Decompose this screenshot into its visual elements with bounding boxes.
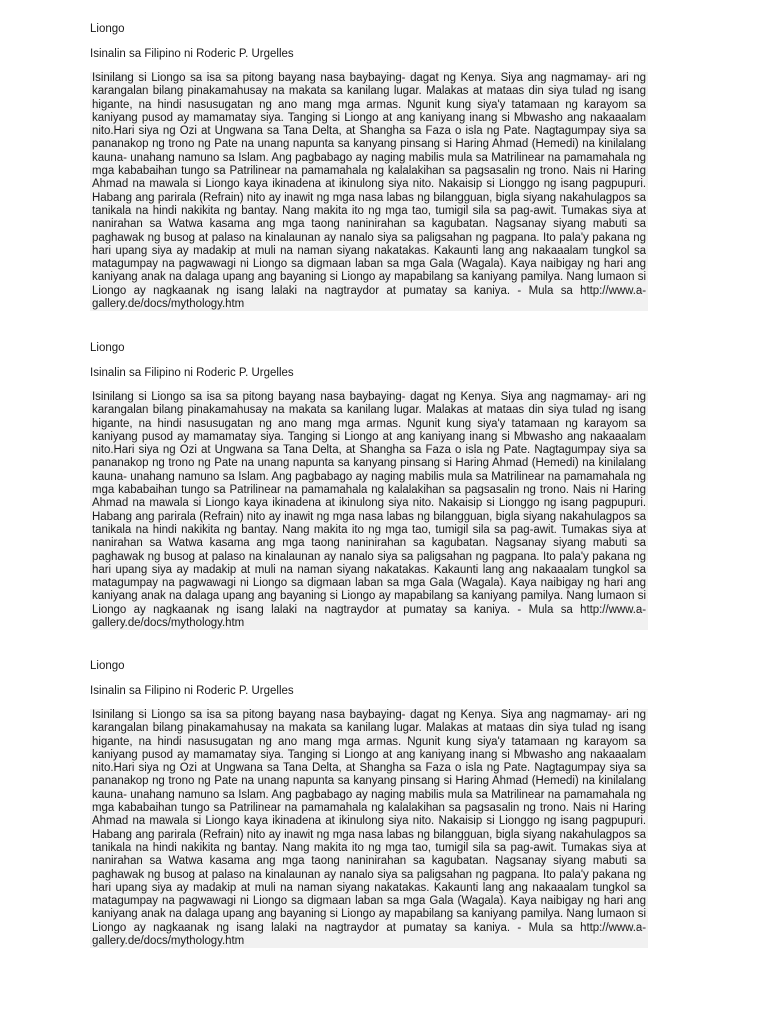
translator-credit: Isinalin sa Filipino ni Roderic P. Urgelles <box>90 685 294 697</box>
story-title: Liongo <box>90 23 125 35</box>
translator-credit: Isinalin sa Filipino ni Roderic P. Urgelles <box>90 48 294 60</box>
story-title: Liongo <box>90 342 125 354</box>
story-body: Isinilang si Liongo sa isa sa pitong bayang nasa baybaying- dagat ng Kenya. Siya ang nagmamay- ari ng karangalan bilang pinakamahusay na makata sa kanilang lugar. Malakas at mataas din siya tulad ng isang higante, na hindi nasusugatan ng ano mang mga armas. Ngunit kung siya'y tatamaan ng karayom sa kaniyang pusod ay mamamatay siya. Tanging si Liongo at ang kaniyang inang si Mbwasho ang nakaaalam nito.Hari siya ng Ozi at Ungwana sa Tana Delta, at Shangha sa Faza o isla ng Pate. Nagtagumpay siya sa pananakop ng trono ng Pate na unang napunta sa kanyang pinsang si Haring Ahmad (Hemedi) na kinilalang kauna- unahang namuno sa Islam. Ang pagbabago ay naging mabilis mula sa Matrilinear na pamamahala ng mga kababaihan tungo sa Patrilinear na pamamahala ng kalalakihan sa pagsasalin ng trono. Nais ni Haring Ahmad na mawala si Liongo kaya ikinadena at ikinulong siya nito. Nakaisip si Lionggo ng isang pagpupuri. Habang ang parirala (Refrain) nito ay inawit ng mga nasa labas ng bilangguan, bigla siyang nakahulagpos sa tanikala na hindi nakikita ng bantay. Nang makita ito ng mga tao, tumigil sila sa pag-awit. Tumakas siya at nanirahan sa Watwa kasama ang mga taong naninirahan sa kagubatan. Nagsanay siyang mabuti sa paghawak ng busog at palaso na kinalaunan ay nanalo siya sa paligsahan ng pagpana. Ito pala'y pakana ng hari upang siya ay madakip at muli na naman siyang nakatakas. Kakaunti lang ang nakaaalam tungkol sa matagumpay na pagwawagi ni Liongo sa digmaan laban sa mga Gala (Wagala). Kaya naibigay ng hari ang kaniyang anak na dalaga upang ang bayaning si Liongo ay mapabilang sa kaniyang pamilya. Nang lumaon si Liongo ay nagkaanak ng isang lalaki na nagtraydor at pumatay sa kaniya. - Mula sa http://www.a-gallery.de/docs/mythology.htm <box>92 391 646 630</box>
story-body: Isinilang si Liongo sa isa sa pitong bayang nasa baybaying- dagat ng Kenya. Siya ang nagmamay- ari ng karangalan bilang pinakamahusay na makata sa kanilang lugar. Malakas at mataas din siya tulad ng isang higante, na hindi nasusugatan ng ano mang mga armas. Ngunit kung siya'y tatamaan ng karayom sa kaniyang pusod ay mamamatay siya. Tanging si Liongo at ang kaniyang inang si Mbwasho ang nakaaalam nito.Hari siya ng Ozi at Ungwana sa Tana Delta, at Shangha sa Faza o isla ng Pate. Nagtagumpay siya sa pananakop ng trono ng Pate na unang napunta sa kanyang pinsang si Haring Ahmad (Hemedi) na kinilalang kauna- unahang namuno sa Islam. Ang pagbabago ay naging mabilis mula sa Matrilinear na pamamahala ng mga kababaihan tungo sa Patrilinear na pamamahala ng kalalakihan sa pagsasalin ng trono. Nais ni Haring Ahmad na mawala si Liongo kaya ikinadena at ikinulong siya nito. Nakaisip si Lionggo ng isang pagpupuri. Habang ang parirala (Refrain) nito ay inawit ng mga nasa labas ng bilangguan, bigla siyang nakahulagpos sa tanikala na hindi nakikita ng bantay. Nang makita ito ng mga tao, tumigil sila sa pag-awit. Tumakas siya at nanirahan sa Watwa kasama ang mga taong naninirahan sa kagubatan. Nagsanay siyang mabuti sa paghawak ng busog at palaso na kinalaunan ay nanalo siya sa paligsahan ng pagpana. Ito pala'y pakana ng hari upang siya ay madakip at muli na naman siyang nakatakas. Kakaunti lang ang nakaaalam tungkol sa matagumpay na pagwawagi ni Liongo sa digmaan laban sa mga Gala (Wagala). Kaya naibigay ng hari ang kaniyang anak na dalaga upang ang bayaning si Liongo ay mapabilang sa kaniyang pamilya. Nang lumaon si Liongo ay nagkaanak ng isang lalaki na nagtraydor at pumatay sa kaniya. - Mula sa http://www.a-gallery.de/docs/mythology.htm <box>92 709 646 948</box>
story-title: Liongo <box>90 660 125 672</box>
translator-credit: Isinalin sa Filipino ni Roderic P. Urgelles <box>90 367 294 379</box>
story-section-3 <box>90 659 648 948</box>
story-body: Isinilang si Liongo sa isa sa pitong bayang nasa baybaying- dagat ng Kenya. Siya ang nagmamay- ari ng karangalan bilang pinakamahusay na makata sa kanilang lugar. Malakas at mataas din siya tulad ng isang higante, na hindi nasusugatan ng ano mang mga armas. Ngunit kung siya'y tatamaan ng karayom sa kaniyang pusod ay mamamatay siya. Tanging si Liongo at ang kaniyang inang si Mbwasho ang nakaaalam nito.Hari siya ng Ozi at Ungwana sa Tana Delta, at Shangha sa Faza o isla ng Pate. Nagtagumpay siya sa pananakop ng trono ng Pate na unang napunta sa kanyang pinsang si Haring Ahmad (Hemedi) na kinilalang kauna- unahang namuno sa Islam. Ang pagbabago ay naging mabilis mula sa Matrilinear na pamamahala ng mga kababaihan tungo sa Patrilinear na pamamahala ng kalalakihan sa pagsasalin ng trono. Nais ni Haring Ahmad na mawala si Liongo kaya ikinadena at ikinulong siya nito. Nakaisip si Lionggo ng isang pagpupuri. Habang ang parirala (Refrain) nito ay inawit ng mga nasa labas ng bilangguan, bigla siyang nakahulagpos sa tanikala na hindi nakikita ng bantay. Nang makita ito ng mga tao, tumigil sila sa pag-awit. Tumakas siya at nanirahan sa Watwa kasama ang mga taong naninirahan sa kagubatan. Nagsanay siyang mabuti sa paghawak ng busog at palaso na kinalaunan ay nanalo siya sa paligsahan ng pagpana. Ito pala'y pakana ng hari upang siya ay madakip at muli na naman siyang nakatakas. Kakaunti lang ang nakaaalam tungkol sa matagumpay na pagwawagi ni Liongo sa digmaan laban sa mga Gala (Wagala). Kaya naibigay ng hari ang kaniyang anak na dalaga upang ang bayaning si Liongo ay mapabilang sa kaniyang pamilya. Nang lumaon si Liongo ay nagkaanak ng isang lalaki na nagtraydor at pumatay sa kaniya. - Mula sa http://www.a-gallery.de/docs/mythology.htm <box>92 72 646 311</box>
story-section-2 <box>90 341 648 630</box>
story-section-1 <box>90 22 648 311</box>
